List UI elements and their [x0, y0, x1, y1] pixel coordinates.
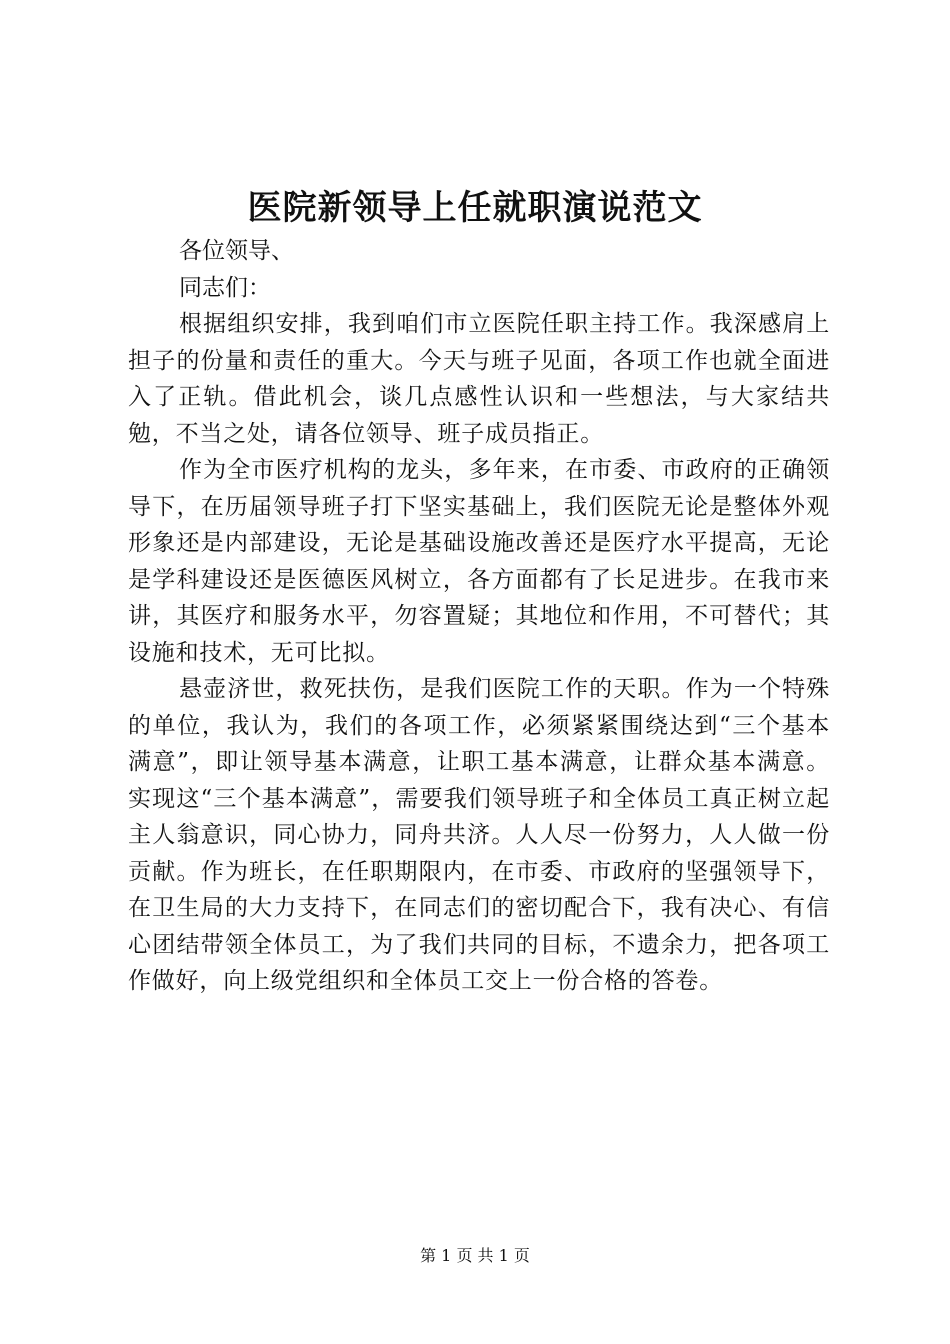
page-number-footer: 第 1 页 共 1 页 [420, 1246, 530, 1265]
body-paragraph: 悬壶济世，救死扶伤，是我们医院工作的天职。作为一个特殊的单位，我认为，我们的各项工作，必须紧紧围绕达到“三个基本满意”，即让领导基本满意，让职工基本满意，让群众基本满意。实现这“三个基本满意”，需要我们领导班子和全体员工真正树立起主人翁意识，同心协力，同舟共济。人人尽一份努力，人人做一份贡献。作为班长，在任职期限内，在市委、市政府的坚强领导下，在卫生局的大力支持下，在同志们的密切配合下，我有决心、有信心团结带领全体员工，为了我们共同的目标，不遗余力，把各项工作做好，向上级党组织和全体员工交上一份合格的答卷。 [128, 676, 830, 994]
document-body [128, 233, 830, 1000]
body-paragraph: 作为全市医疗机构的龙头，多年来，在市委、市政府的正确领导下，在历届领导班子打下坚实基础上，我们医院无论是整体外观形象还是内部建设，无论是基础设施改善还是医疗水平提高，无论是学科建设还是医德医风树立，各方面都有了长足进步。在我市来讲，其医疗和服务水平，勿容置疑；其地位和作用，不可替代；其设施和技术，无可比拟。 [128, 457, 830, 666]
greeting-line: 同志们： [179, 274, 271, 301]
greeting-line: 各位领导、 [179, 238, 294, 264]
document-title: 医院新领导上任就职演说范文 [247, 188, 703, 228]
body-paragraph: 根据组织安排，我到咱们市立医院任职主持工作。我深感肩上担子的份量和责任的重大。今天与班子见面，各项工作也就全面进入了正轨。借此机会，谈几点感性认识和一些想法，与大家结共勉，不当之处，请各位领导、班子成员指正。 [128, 311, 830, 447]
